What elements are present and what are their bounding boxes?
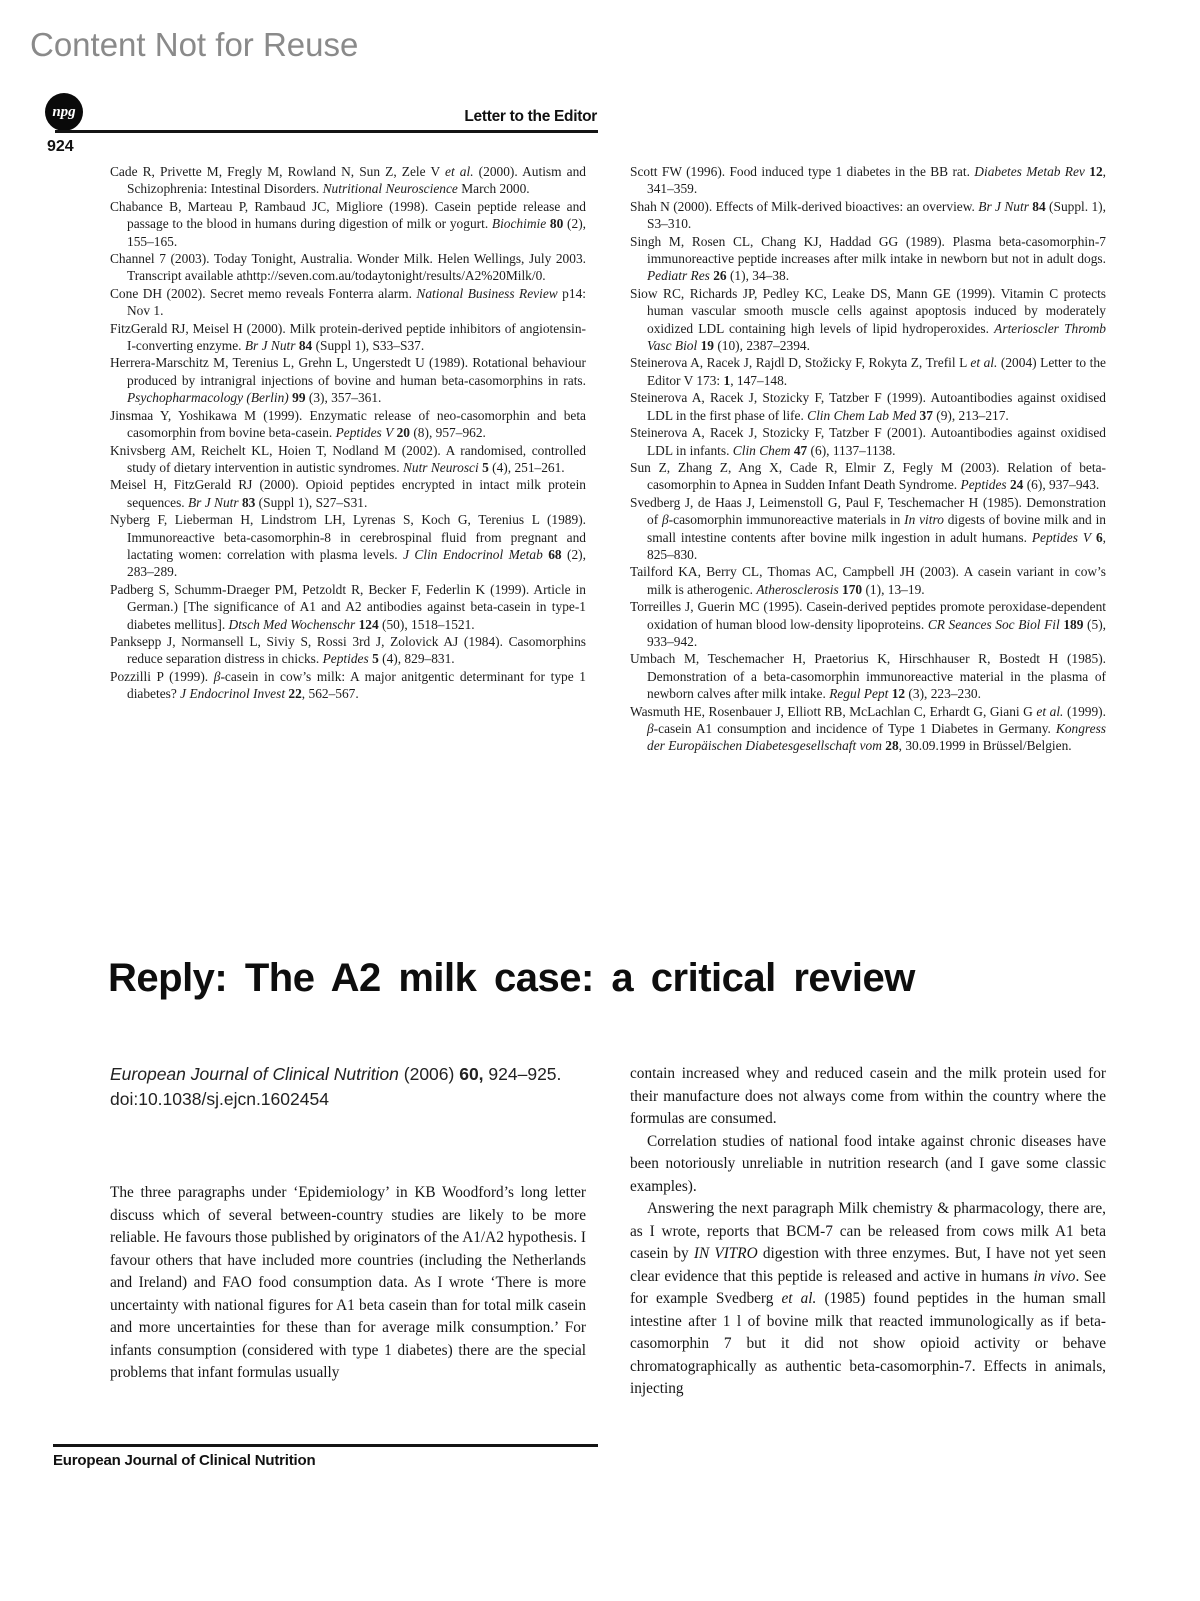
- reference-item: Scott FW (1996). Food induced type 1 diabetes in the BB rat. Diabetes Metab Rev 12, 341–359.: [630, 164, 1106, 197]
- reference-item: FitzGerald RJ, Meisel H (2000). Milk protein-derived peptide inhibitors of angiotensin-I-converting enzyme. Br J Nutr 84 (Suppl 1), S33–S37.: [110, 320, 586, 354]
- reference-item: Meisel H, FitzGerald RJ (2000). Opioid peptides encrypted in intact milk protein sequences. Br J Nutr 83 (Suppl 1), S27–S31.: [110, 477, 586, 510]
- reference-item: Steinerova A, Racek J, Stozicky F, Tatzber F (1999). Autoantibodies against oxidised LDL in the first phase of life. Clin Chem Lab Med 37 (9), 213–217.: [630, 390, 1106, 423]
- references-column-right: [630, 163, 1106, 755]
- reference-item: Padberg S, Schumm-Draeger PM, Petzoldt R, Becker F, Federlin K (1999). Article in German.) [The significance of A1 and A2 antibodies against beta-casein in type-1 diabetes mellitus]. Dtsch Med Wochenschr 124 (50), 1518–1521.: [110, 581, 586, 632]
- article-title: Reply: The A2 milk case: a critical review: [108, 956, 915, 1000]
- reference-item: Steinerova A, Racek J, Stozicky F, Tatzber F (2001). Autoantibodies against oxidised LDL in infants. Clin Chem 47 (6), 1137–1138.: [630, 425, 1106, 458]
- reference-item: Tailford KA, Berry CL, Thomas AC, Campbell JH (2003). A casein variant in cow’s milk is atherogenic. Atherosclerosis 170 (1), 13–19.: [630, 564, 1106, 597]
- reference-item: Torreilles J, Guerin MC (1995). Casein-derived peptides promote peroxidase-dependent oxidation of human blood low-density lipoproteins. CR Seances Soc Biol Fil 189 (5), 933–942.: [630, 599, 1106, 649]
- body-paragraph: contain increased whey and reduced casein and the milk protein used for their manufacture does not always come from within the country where the formulas are consumed.: [630, 1065, 1106, 1127]
- reference-item: Steinerova A, Racek J, Rajdl D, Stožicky F, Rokyta Z, Trefil L et al. (2004) Letter to the Editor V 173: 1, 147–148.: [630, 355, 1106, 388]
- page-number: 924: [47, 138, 74, 155]
- references-column-left: [110, 163, 586, 703]
- body-paragraph: Correlation studies of national food intake against chronic diseases have been notoriously unreliable in nutrition research (and I gave some classic examples).: [630, 1132, 1106, 1195]
- reference-item: Singh M, Rosen CL, Chang KJ, Haddad GG (1989). Plasma beta-casomorphin-7 immunoreactive peptide increases after milk intake in newborn but not in adult dogs. Pediatr Res 26 (1), 34–38.: [630, 233, 1106, 284]
- reference-item: Pozzilli P (1999). β-casein in cow’s milk: A major anitgentic determinant for type 1 diabetes? J Endocrinol Invest 22, 562–567.: [110, 668, 587, 702]
- reference-item: Umbach M, Teschemacher H, Praetorius K, Hirschhauser R, Bostedt H (1985). Demonstration of a beta-casomorphin immunoreactive material in the plasma of newborn calves after milk intake. Regul Pept 12 (3), 223–230.: [630, 651, 1106, 702]
- reference-item: Cade R, Privette M, Fregly M, Rowland N, Sun Z, Zele V et al. (2000). Autism and Schizophrenia: Intestinal Disorders. Nutritional Neuroscience March 2000.: [110, 164, 586, 197]
- doi-line: doi:10.1038/sj.ejcn.1602454: [110, 1089, 329, 1109]
- header-rule: [55, 130, 598, 133]
- reference-item: Knivsberg AM, Reichelt KL, Hoien T, Nodland M (2002). A randomised, controlled study of dietary intervention in autistic syndromes. Nutr Neurosci 5 (4), 251–261.: [110, 442, 586, 475]
- citation-line: European Journal of Clinical Nutrition (2006) 60, 924–925.: [110, 1064, 562, 1084]
- article-citation: [110, 1062, 610, 1112]
- section-label: Letter to the Editor: [464, 108, 597, 125]
- reference-item: Svedberg J, de Haas J, Leimenstoll G, Paul F, Teschemacher H (1985). Demonstration of β-casomorphin immunoreactive materials in In vitro digests of bovine milk and in small intestine contents after bovine milk ingestion in adult humans. Peptides V 6, 825–830.: [630, 494, 1107, 562]
- npg-logo-text: npg: [52, 103, 76, 120]
- body-paragraph: The three paragraphs under ‘Epidemiology’ in KB Woodford’s long letter discuss which of several between-country studies are likely to be more reliable. He favours those published by originators of the A1/A2 hypothesis. I favour others that have included more countries (including the Netherlands and Ireland) and FAO food consumption data. As I wrote ‘There is more uncertainty with national figures for A1 beta casein than for total milk casein and more uncertainties for these than for average milk consumption.’ For infants consumption (considered with type 1 diabetes) there are the special problems that infant formulas usually: [110, 1184, 586, 1381]
- body-column-right: [630, 1063, 1106, 1401]
- footer-journal-name: European Journal of Clinical Nutrition: [53, 1452, 316, 1469]
- reference-item: Nyberg F, Lieberman H, Lindstrom LH, Lyrenas S, Koch G, Terenius L (1989). Immunoreactive beta-casomorphin-8 in cerebrospinal fluid from pregnant and lactating women: correlation with plasma levels. J Clin Endocrinol Metab 68 (2), 283–289.: [110, 512, 586, 580]
- reference-item: Chabance B, Marteau P, Rambaud JC, Migliore (1998). Casein peptide release and passage to the blood in humans during digestion of milk or yogurt. Biochimie 80 (2), 155–165.: [110, 198, 586, 249]
- reference-item: Herrera-Marschitz M, Terenius L, Grehn L, Ungerstedt U (1989). Rotational behaviour produced by intranigral injections of bovine and human beta-casomorphins in rats. Psychopharmacology (Berlin) 99 (3), 357–361.: [110, 355, 586, 406]
- reference-item: Siow RC, Richards JP, Pedley KC, Leake DS, Mann GE (1999). Vitamin C protects human vascular smooth muscle cells against apoptosis induced by moderately oxidized LDL containing high levels of lipid hydroperoxides. Arterioscler Thromb Vasc Biol 19 (10), 2387–2394.: [630, 285, 1106, 354]
- npg-logo: [45, 93, 83, 131]
- reference-item: Channel 7 (2003). Today Tonight, Australia. Wonder Milk. Helen Wellings, July 2003. Transcript available athttp://seven.com.au/todaytonight/results/A2%20Milk/0.: [110, 251, 586, 284]
- reference-item: Jinsmaa Y, Yoshikawa M (1999). Enzymatic release of neo-casomorphin and beta casomorphin from bovine beta-casein. Peptides V 20 (8), 957–962.: [110, 407, 586, 441]
- footer-rule: [53, 1444, 598, 1447]
- body-column-left: [110, 1182, 586, 1385]
- reference-item: Wasmuth HE, Rosenbauer J, Elliott RB, McLachlan C, Erhardt G, Giani G et al. (1999). β-casein A1 consumption and incidence of Type 1 Diabetes in Germany. Kongress der Europäischen Diabetesgesellschaft vom 28, 30.09.1999 in Brüssel/Belgien.: [630, 703, 1106, 754]
- watermark-text: Content Not for Reuse: [30, 26, 359, 63]
- reference-item: Cone DH (2002). Secret memo reveals Fonterra alarm. National Business Review p14: Nov 1.: [110, 285, 586, 319]
- reference-item: Shah N (2000). Effects of Milk-derived bioactives: an overview. Br J Nutr 84 (Suppl. 1), S3–310.: [630, 198, 1106, 232]
- body-paragraph: Answering the next paragraph Milk chemistry & pharmacology, there are, as I wrote, reports that BCM-7 can be released from cows milk A1 beta casein by IN VITRO digestion with three enzymes. But, I have not yet seen clear evidence that this peptide is released and active in humans in vivo. See for example Svedberg et al. (1985) found peptides in the human small intestine after 1 l of bovine milk that reacted immunologically as if beta-casomorphin 7 but it did not show opioid activity or behave chromatographically as authentic beta-casomorphin-7. Effects in animals, injecting: [630, 1200, 1107, 1397]
- reference-item: Panksepp J, Normansell L, Siviy S, Rossi 3rd J, Zolovick AJ (1984). Casomorphins reduce separation distress in chicks. Peptides 5 (4), 829–831.: [110, 633, 586, 667]
- reference-item: Sun Z, Zhang Z, Ang X, Cade R, Elmir Z, Fegly M (2003). Relation of beta-casomorphin to Apnea in Sudden Infant Death Syndrome. Peptides 24 (6), 937–943.: [630, 459, 1106, 493]
